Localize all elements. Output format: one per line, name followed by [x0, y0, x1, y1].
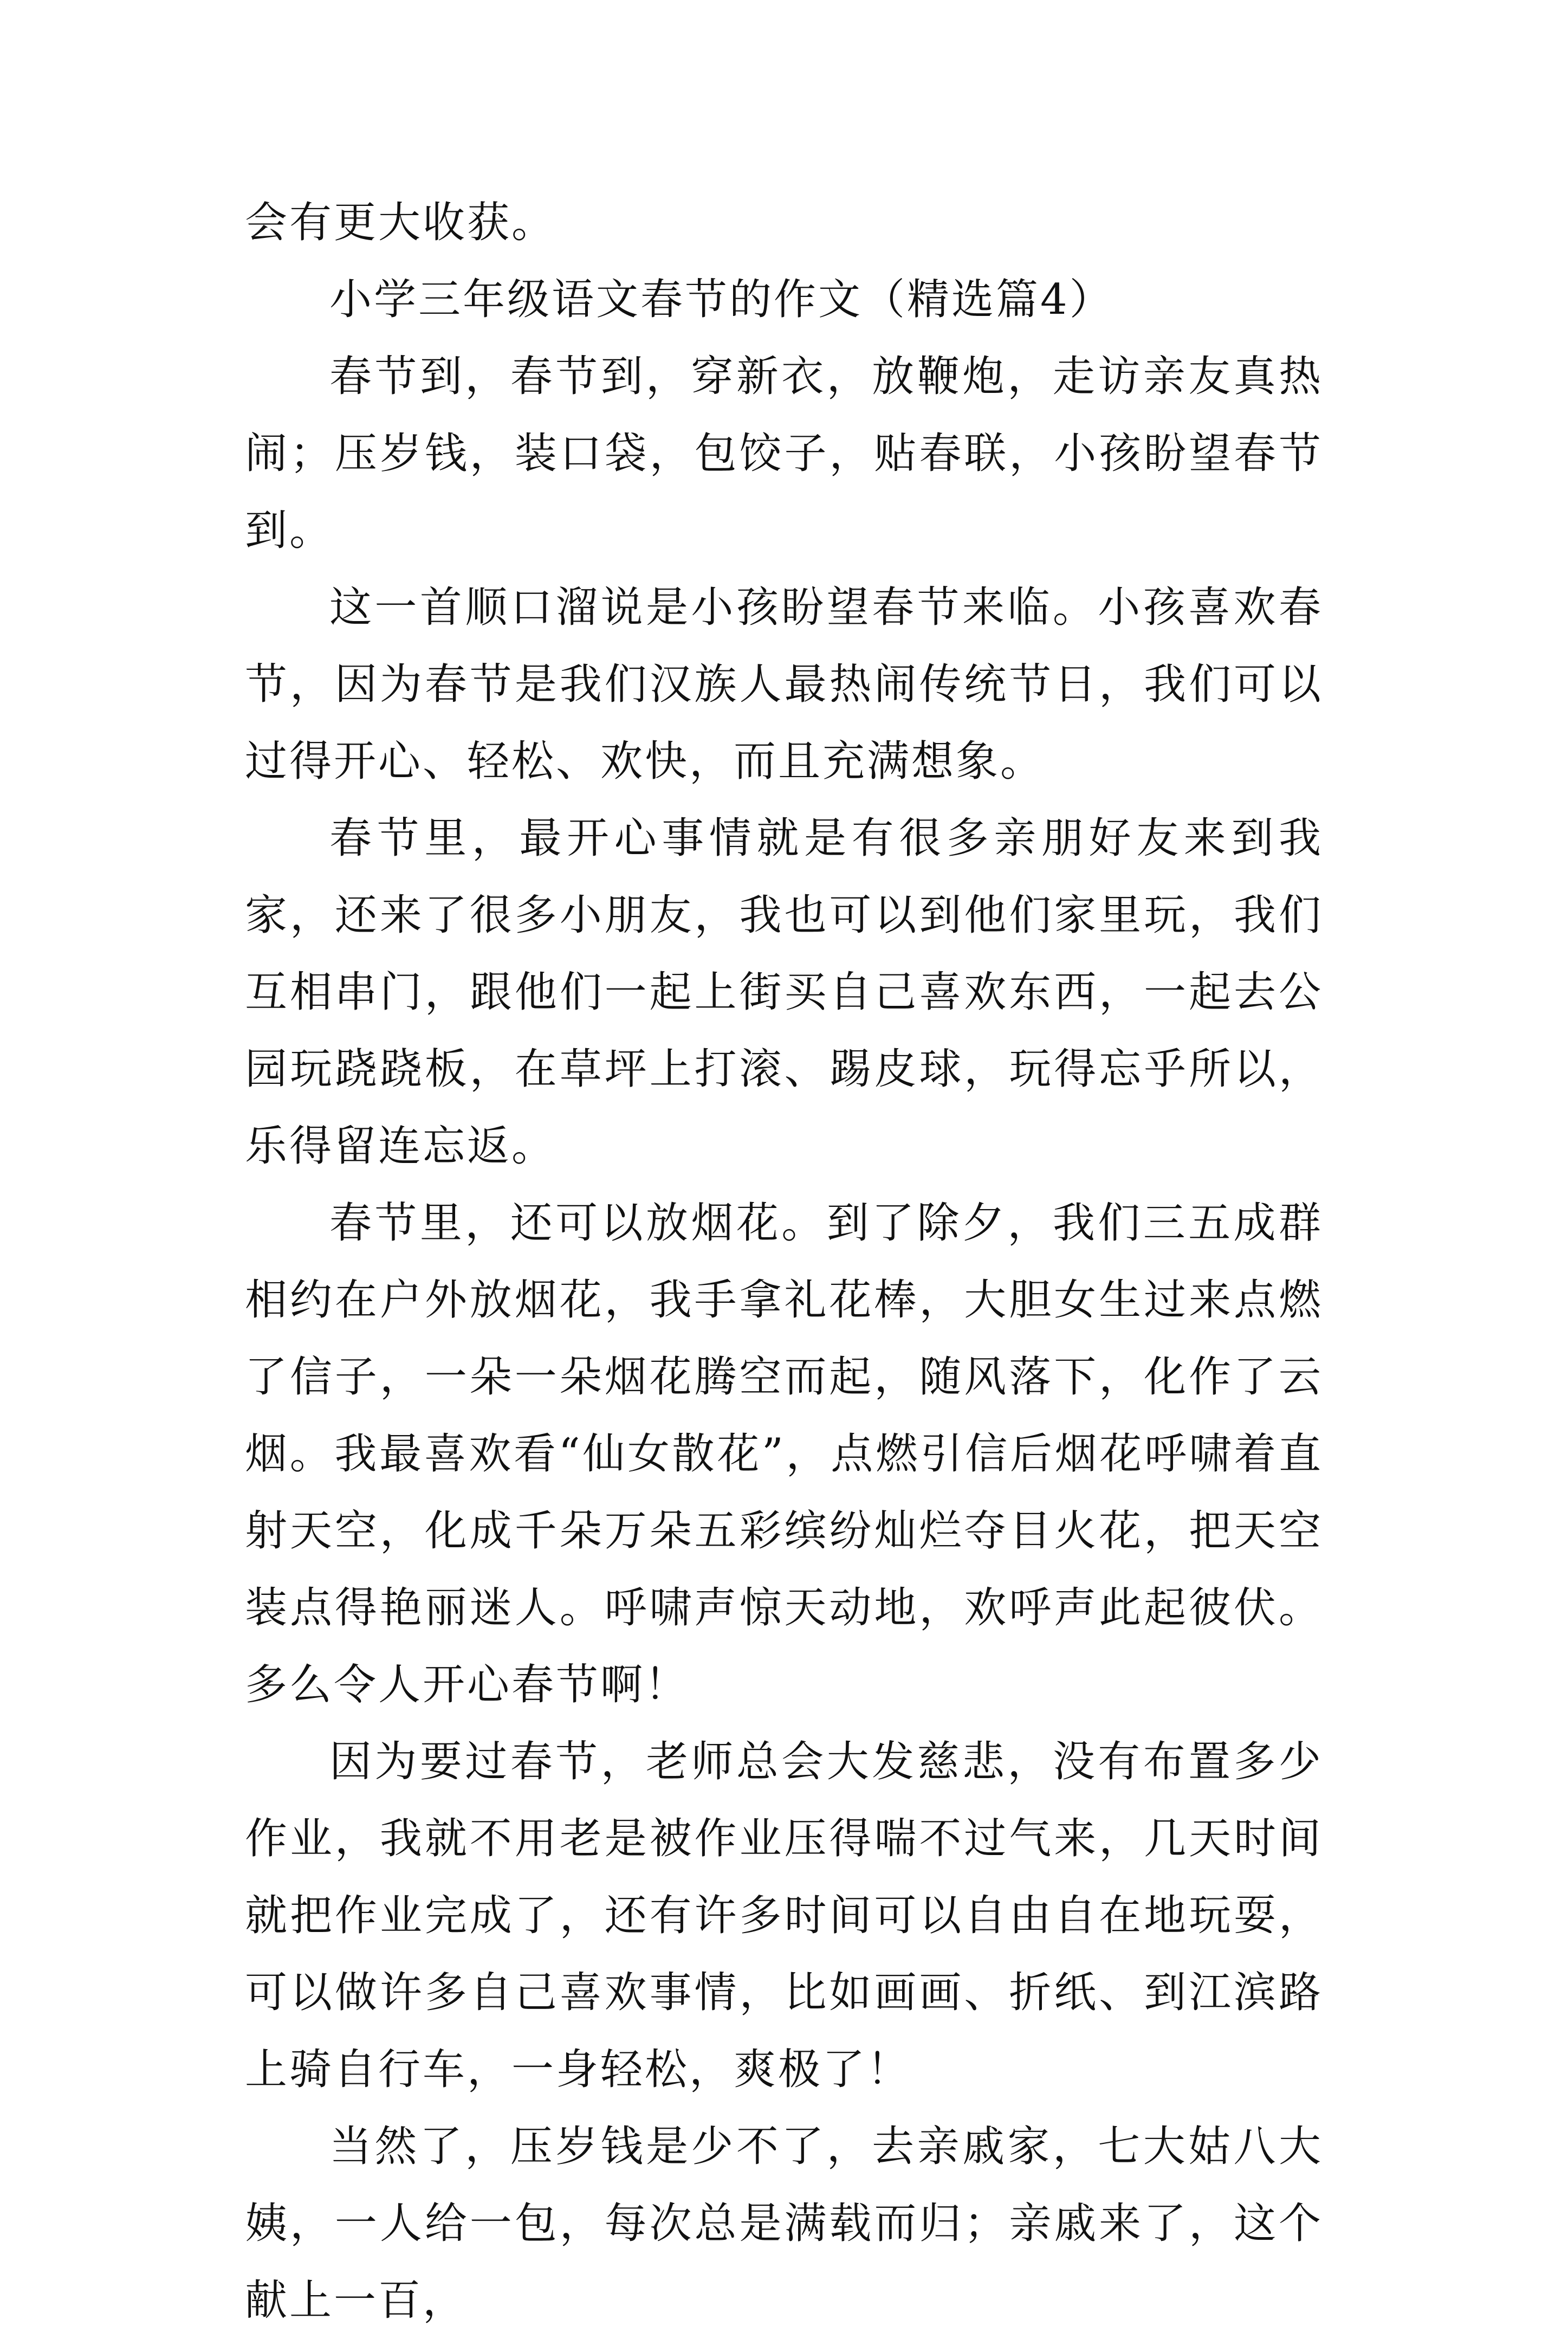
paragraph-friends: 春节里，最开心事情就是有很多亲朋好友来到我家，还来了很多小朋友，我也可以到他们家里玩，我们互相串门，跟他们一起上街买自己喜欢东西，一起去公园玩跷跷板，在草坪上打滚、踢皮球，玩得忘乎所以，乐得留连忘返。 [245, 814, 1323, 1171]
paragraph-intro: 这一首顺口溜说是小孩盼望春节来临。小孩喜欢春节，因为春节是我们汉族人最热闹传统节日，我们可以过得开心、轻松、欢快，而且充满想象。 [245, 583, 1323, 786]
paragraph-continuation: 会有更大收获。 [245, 198, 556, 247]
essay-title: 小学三年级语文春节的作文（精选篇4） [329, 275, 1114, 324]
paragraph-homework: 因为要过春节，老师总会大发慈悲，没有布置多少作业，我就不用老是被作业压得喘不过气来，几天时间就把作业完成了，还有许多时间可以自由自在地玩耍，可以做许多自己喜欢事情，比如画画、折纸、到江滨路上骑自行车，一身轻松，爽极了！ [245, 1737, 1323, 2094]
paragraph-fireworks: 春节里，还可以放烟花。到了除夕，我们三五成群相约在户外放烟花，我手拿礼花棒，大胆女生过来点燃了信子，一朵一朵烟花腾空而起，随风落下，化作了云烟。我最喜欢看“仙女散花”，点燃引信后烟花呼啸着直射天空，化成千朵万朵五彩缤纷灿烂夺目火花，把天空装点得艳丽迷人。呼啸声惊天动地，欢呼声此起彼伏。多么令人开心春节啊！ [245, 1199, 1323, 1709]
paragraph-lucky-money: 当然了，压岁钱是少不了，去亲戚家，七大姑八大姨，一人给一包，每次总是满载而归；亲戚来了，这个献上一百， [245, 2122, 1323, 2325]
essay-body [245, 184, 1323, 2339]
paragraph-rhyme: 春节到，春节到，穿新衣，放鞭炮，走访亲友真热闹；压岁钱，装口袋，包饺子，贴春联，小孩盼望春节到。 [245, 352, 1323, 555]
